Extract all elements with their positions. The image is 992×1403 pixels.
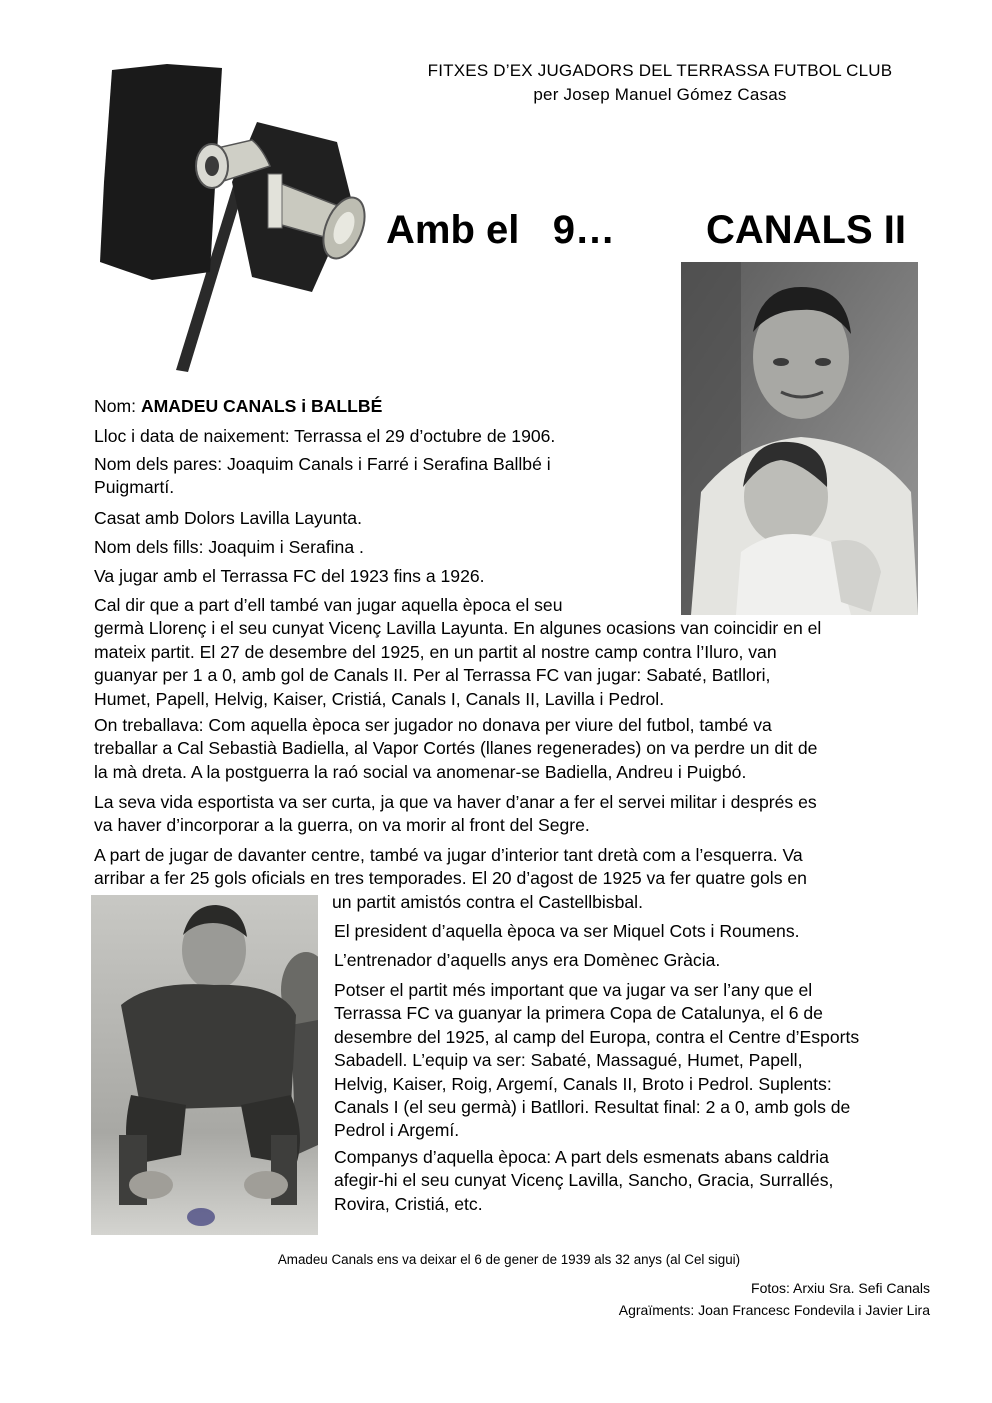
birth-line: Lloc i data de naixement: Terrassa el 29 d’octubre de 1906. [94,426,556,446]
loudspeaker-icon [92,62,382,372]
text-line: A part de jugar de davanter centre, també va jugar d’interior tant dretà com a l’esquerra. Va [94,845,803,865]
parents-line: Nom dels pares: Joaquim Canals i Farré i Serafina Ballbé i Puigmartí. [94,454,551,498]
text-line: La seva vida esportista va ser curta, ja que va haver d’anar a fer el servei militar i després es [94,792,817,812]
family-paragraph [94,594,821,711]
text-line: guanyar per 1 a 0, amb gol de Canals II. Per al Terrassa FC van jugar: Sabaté, Batllori, [94,665,771,686]
text-line: arribar a fer 25 gols oficials en tres temporades. El 20 d’agost de 1925 va fer quatre gols en [94,868,807,889]
text-line: Helvig, Kaiser, Roig, Argemí, Canals II, Broto i Pedrol. Suplents: [334,1073,832,1094]
acknowledgements: Agraïments: Joan Francesc Fondevila i Javier Lira [618,1302,930,1318]
text-line: Companys d’aquella època: A part dels esmenats abans caldria [334,1147,829,1167]
player-full-name: AMADEU CANALS i BALLBÉ [140,396,383,416]
title-player: CANALS II [706,208,906,252]
text-line: germà Llorenç i el seu cunyat Vicenç Lavilla Layunta. En algunes ocasions van coincidir en el [94,618,822,639]
team-photo [91,895,318,1235]
text-line: treballar a Cal Sebastià Badiella, al Vapor Cortés (llanes regenerades) on va perdre un dit de [94,738,818,759]
name-line [94,395,382,418]
author-line: per Josep Manuel Gómez Casas [533,85,787,104]
president-line: El president d’aquella època va ser Miquel Cots i Roumens. [334,921,800,941]
work-paragraph [94,714,817,784]
cup-paragraph [334,979,859,1143]
career-paragraph [94,791,817,838]
text-line: desembre del 1925, al camp del Europa, contra el Centre d’Esports [334,1026,860,1047]
portrait-photo [681,262,918,615]
text-line: Pedrol i Argemí. [334,1120,460,1141]
coach-line: L’entrenador d’aquells anys era Domènec Gràcia. [334,950,721,970]
text-line: la mà dreta. A la postguerra la raó social va anomenar-se Badiella, Andreu i Puigbó. [94,761,747,782]
text-line: Canals I (el seu germà) i Batllori. Resultat final: 2 a 0, amb gols de [334,1097,851,1118]
text-line: Sabadell. L’equip va ser: Sabaté, Massagué, Humet, Papell, [334,1050,803,1071]
photos-credit: Fotos: Arxiu Sra. Sefi Canals [751,1280,930,1296]
text-line: Rovira, Cristiá, etc. [334,1193,483,1214]
memorial-line: Amadeu Canals ens va deixar el 6 de gener de 1939 als 32 anys (al Cel sigui) [277,1252,741,1267]
text-line: un partit amistós contra el Castellbisbal. [332,891,643,912]
text-line: Humet, Papell, Helvig, Kaiser, Cristiá, Canals I, Canals II, Lavilla i Pedrol. [94,688,665,709]
married-line: Casat amb Dolors Lavilla Layunta. [94,508,362,528]
played-line: Va jugar amb el Terrassa FC del 1923 fins a 1926. [94,566,485,586]
text-line: Cal dir que a part d’ell també van jugar aquella època el seu [94,595,563,615]
series-title: FITXES D’EX JUGADORS DEL TERRASSA FUTBOL CLUB [427,61,893,80]
text-line: afegir-hi el seu cunyat Vicenç Lavilla, Sancho, Gracia, Surrallés, [334,1170,834,1191]
text-line: On treballava: Com aquella època ser jugador no donava per viure del futbol, també va [94,715,772,735]
children-line: Nom dels fills: Joaquim i Serafina . [94,537,364,557]
text-line: mateix partit. El 27 de desembre del 1925, en un partit al nostre camp contra l’Iluro, van [94,641,777,662]
title-number: Amb el 9… [386,208,615,252]
teammates-paragraph [334,1146,833,1216]
text-line: Potser el partit més important que va jugar va ser l’any que el [334,980,813,1000]
name-label: Nom: [94,396,141,416]
text-line: Terrassa FC va guanyar la primera Copa de Catalunya, el 6 de [334,1003,823,1024]
text-line: va haver d’incorporar a la guerra, on va morir al front del Segre. [94,815,590,836]
